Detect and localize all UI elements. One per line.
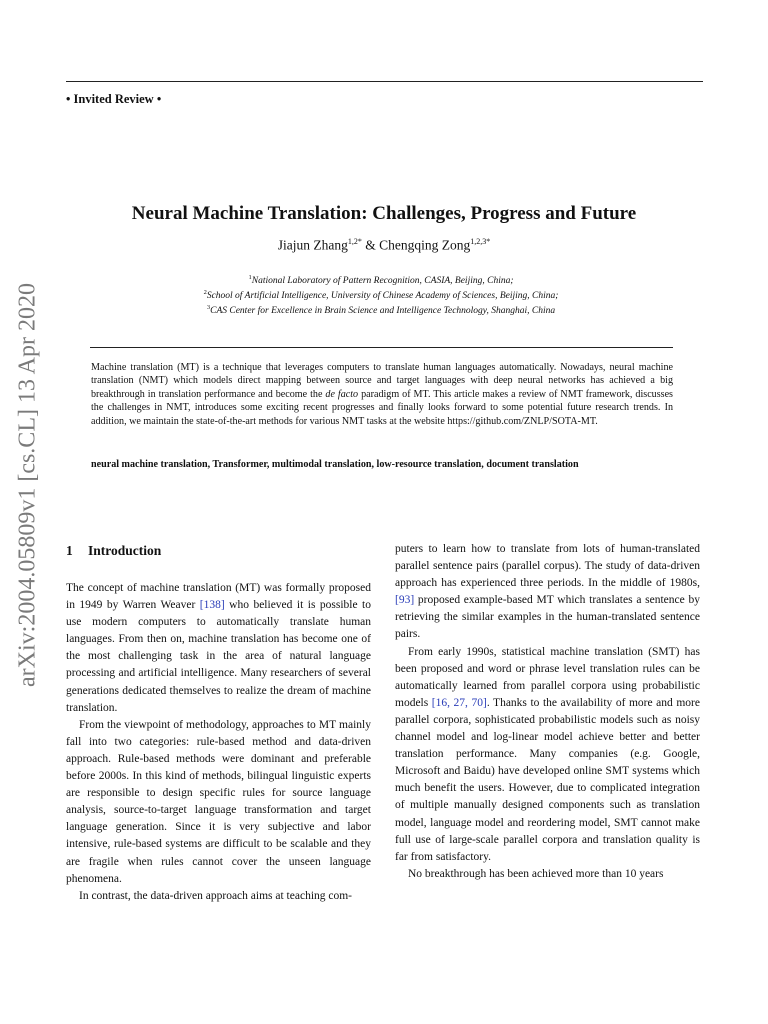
author-line xyxy=(0,237,768,254)
paper-title: Neural Machine Translation: Challenges, Progress and Future xyxy=(131,203,637,224)
affiliations xyxy=(0,272,762,317)
right-column xyxy=(395,541,700,883)
paragraph-text: From early 1990s, statistical machine translation (SMT) has been proposed and word or phrase level translation rules can be automatically learned from parallel corpora using probabilistic models xyxy=(395,645,700,709)
paragraph xyxy=(395,644,700,866)
author-name: Chengqing Zong xyxy=(379,237,471,253)
author-affiliation-marks: 1,2,3* xyxy=(470,237,491,246)
paragraph: In contrast, the data-driven approach aims at teaching com- xyxy=(79,889,353,902)
abstract xyxy=(91,361,673,428)
arxiv-identifier-text: arXiv:2004.05809v1 [cs.CL] 13 Apr 2020 xyxy=(14,283,41,687)
section-heading xyxy=(66,541,371,560)
abstract-emphasis: de facto xyxy=(325,388,359,400)
article-type-label: • Invited Review • xyxy=(66,92,162,106)
citation-link[interactable]: [93] xyxy=(395,594,415,607)
author-name: Jiajun Zhang xyxy=(277,237,348,253)
paragraph-text: The concept of machine translation (MT) was formally proposed in 1949 by Warren Weaver xyxy=(66,582,371,612)
affiliation-mark: 3 xyxy=(206,304,211,312)
affiliation-line xyxy=(0,302,762,317)
arxiv-identifier xyxy=(8,270,48,700)
affiliation-text: CAS Center for Excellence in Brain Science and Intelligence Technology, Shanghai, China xyxy=(210,306,556,317)
abstract-text: paradigm of MT. This article makes a review of NMT framework, discusses the challenges in NMT, introduces some exciting recent progresses and finally looks forward to some potential future research trends. In addition, we maintain the state-of-the-art methods for various NMT tasks at the website https://github.com/ZNLP/SOTA-MT. xyxy=(91,388,673,427)
left-column xyxy=(66,541,371,905)
affiliation-text: National Laboratory of Pattern Recognition, CASIA, Beijing, China; xyxy=(251,276,514,287)
paragraph-text: proposed example-based MT which translates a sentence by retrieving the similar examples in the human-translated sentence pairs. xyxy=(395,594,700,641)
citation-link[interactable]: [138] xyxy=(199,599,225,612)
author-affiliation-marks: 1,2* xyxy=(347,237,362,246)
paragraph xyxy=(66,580,371,717)
affiliation-line xyxy=(0,272,762,287)
affiliation-mark: 2 xyxy=(203,289,207,297)
citation-link[interactable]: [16, 27, 70] xyxy=(431,696,487,709)
paragraph-text: . Thanks to the availability of more and more parallel corpora, sophisticated probabilistic models such as noisy channel model and log-linear model achieve better and better translation performance. Many companies (e.g. Google, Microsoft and Baidu) have developed online SMT systems which much benefit the users. However, due to complicated integration of multiple manually designed components such as translation model, language model and reordering model, SMT cannot make full use of large-scale parallel corpora and translation quality is far from satisfactory. xyxy=(395,696,700,863)
paragraph: No breakthrough has been achieved more than 10 years xyxy=(408,867,664,880)
affiliation-text: School of Artificial Intelligence, University of Chinese Academy of Sciences, Beijing, China; xyxy=(206,291,559,302)
paragraph-text: puters to learn how to translate from lots of human-translated parallel sentence pairs (parallel corpus). The study of data-driven approach has experienced three periods. In the middle of 1980s, xyxy=(395,543,700,590)
abstract-text: Machine translation (MT) is a technique that leverages computers to translate human languages automatically. Nowadays, neural machine translation (NMT) which models direct mapping between source and target languages with deep neural networks has achieved a big breakthrough in translation performance and become the xyxy=(91,362,673,400)
keywords: neural machine translation, Transformer, multimodal translation, low-resource translation, document translation xyxy=(91,459,579,470)
section-title: Introduction xyxy=(88,543,162,558)
abstract-rule xyxy=(90,347,673,348)
paragraph-text: who believed it is possible to use modern computers to automatically translate human languages. From then on, machine translation has become one of the most challenging task in the area of natural language processing and artificial intelligence. Many researchers of several generations dedicated themselves to realize the dream of machine translation. xyxy=(66,599,371,714)
author-separator: & xyxy=(361,237,380,253)
top-rule xyxy=(66,81,703,82)
affiliation-mark: 1 xyxy=(248,274,252,281)
paragraph xyxy=(395,541,700,644)
paragraph: From the viewpoint of methodology, approaches to MT mainly fall into two categories: rule-based method and data-driven approach. Rule-based methods were dominant and preferable before 2000s. In this kind of methods, bilingual linguistic experts are responsible to design specific rules for source language analysis, source-to-target language transformation and target language generation. Since it is very subjective and labor intensive, rule-based systems are difficult to be scalable and they are fragile when rules cannot cover the unseen language phenomena. xyxy=(66,718,371,885)
affiliation-line xyxy=(0,287,762,302)
section-number: 1 xyxy=(66,543,73,558)
